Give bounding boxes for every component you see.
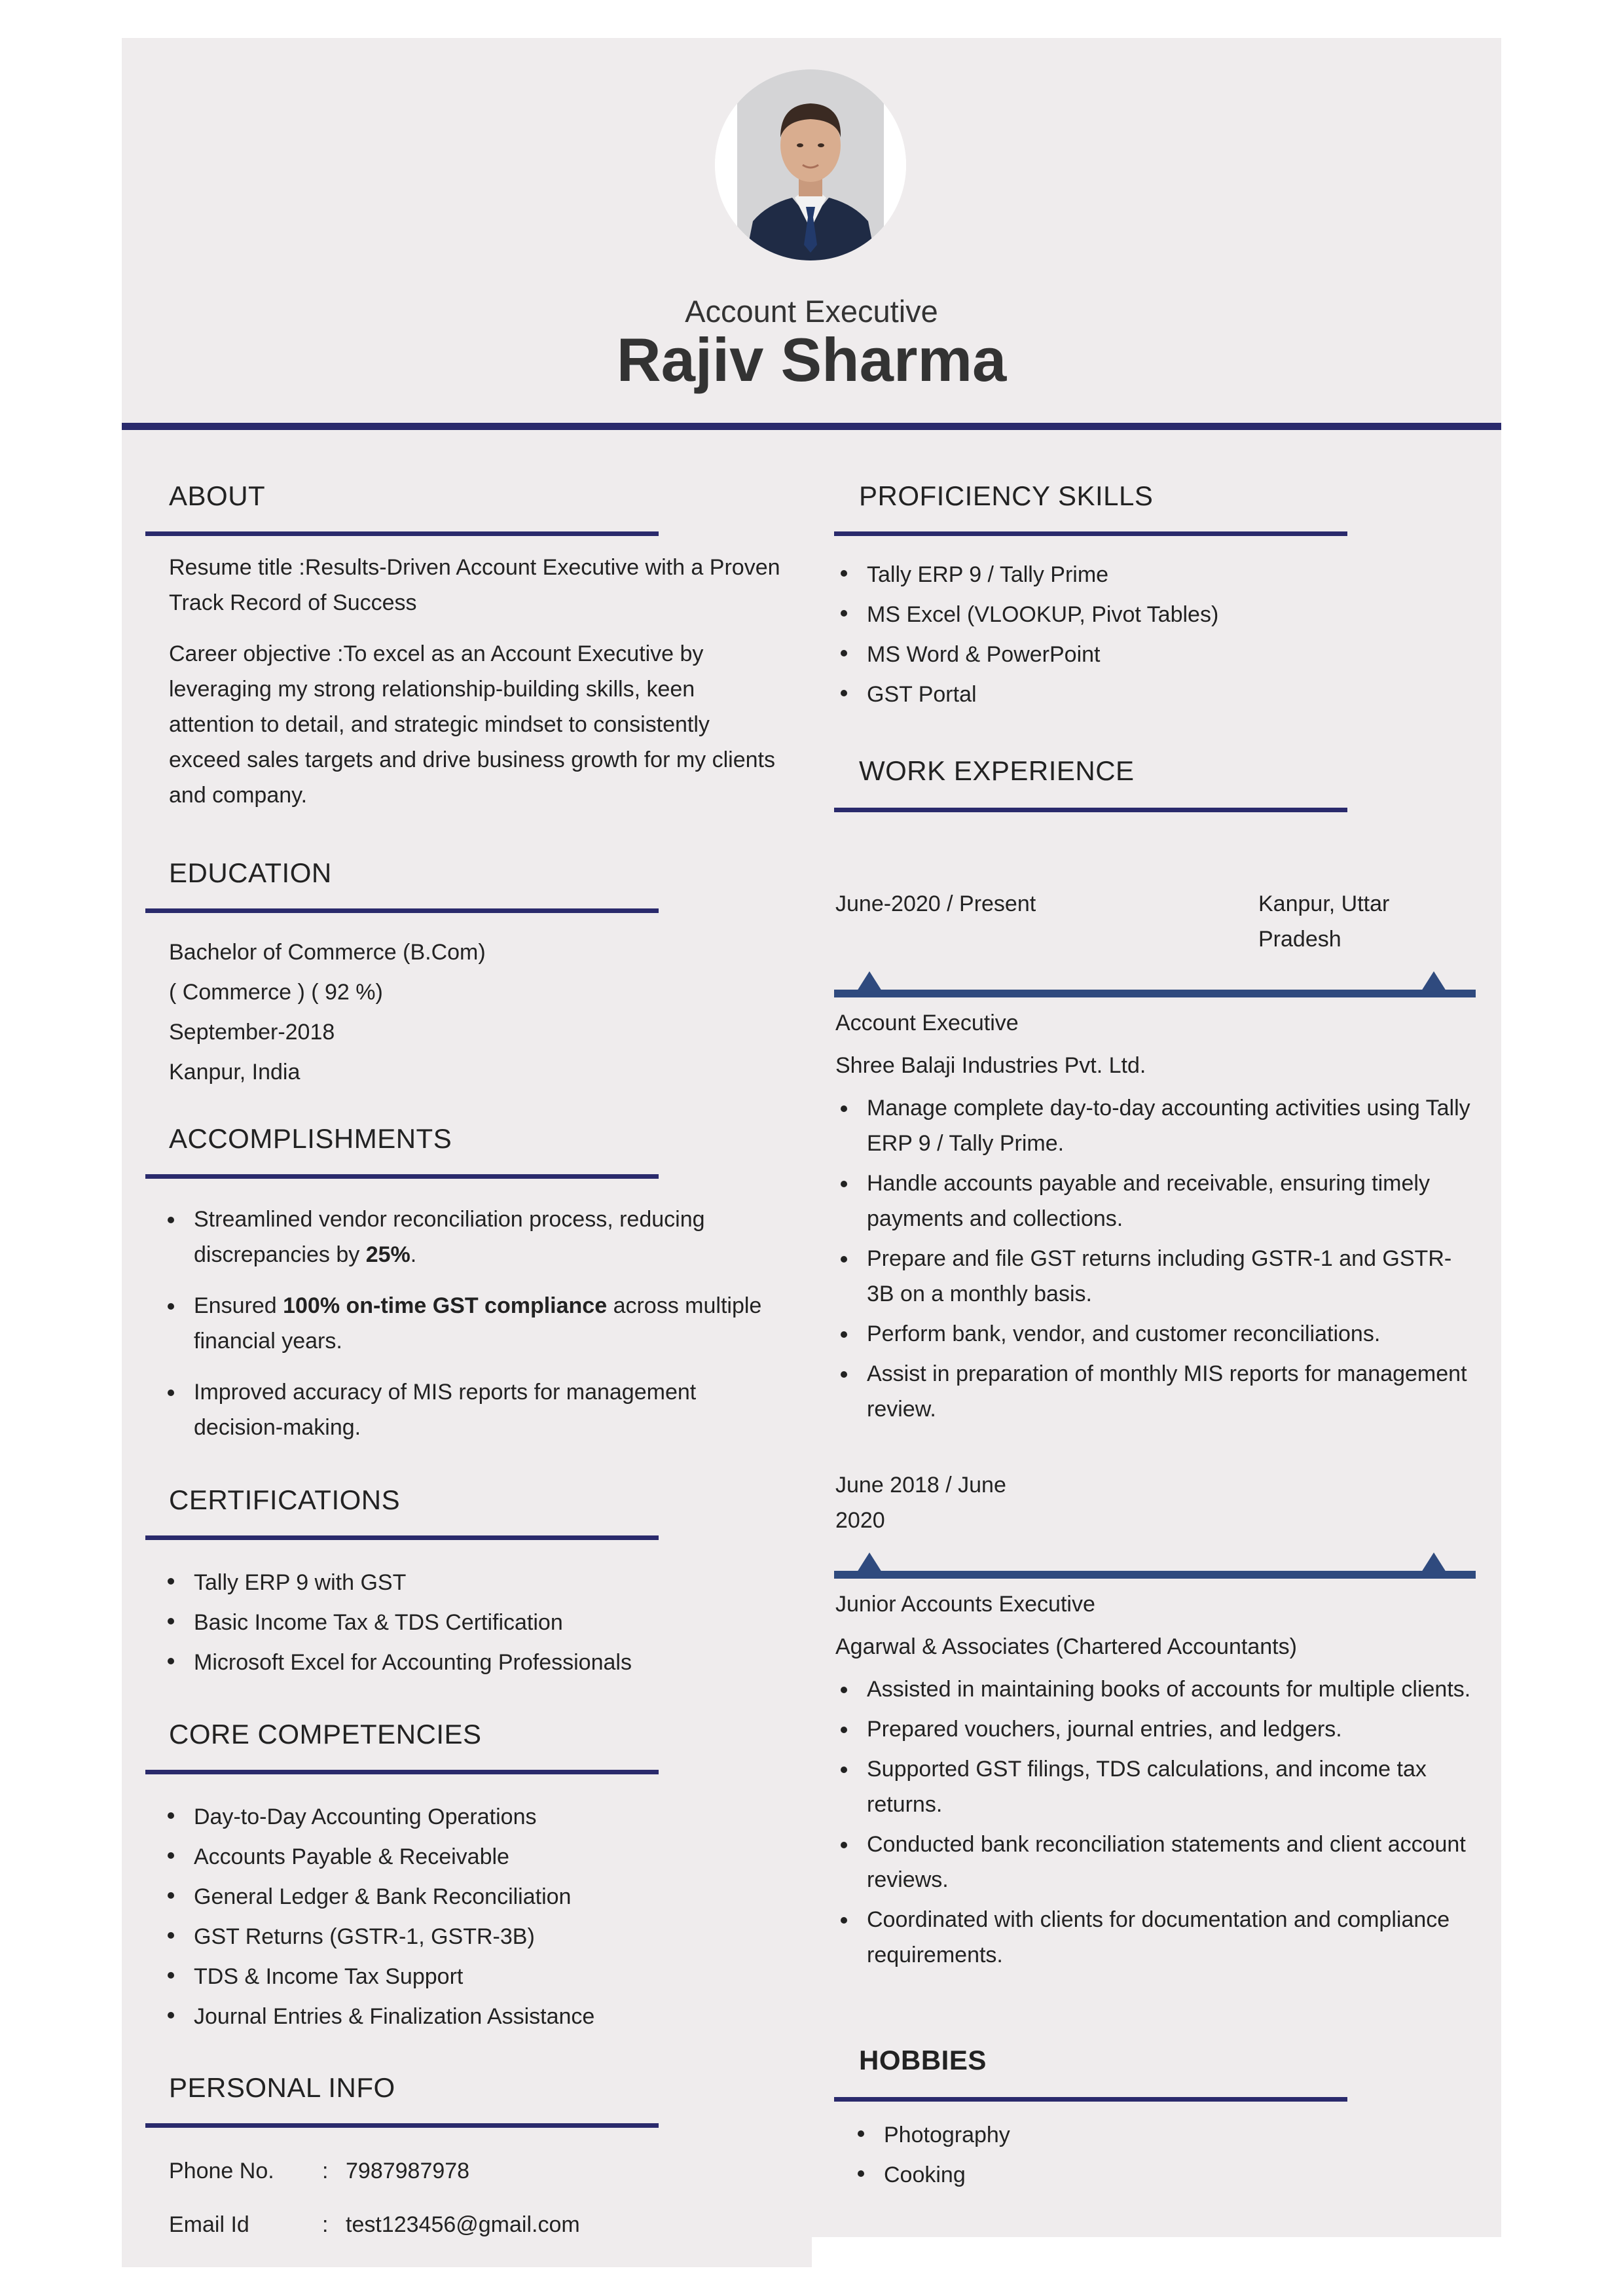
list-item: Journal Entries & Finalization Assistance: [161, 1997, 776, 2037]
list-item: Cooking: [851, 2155, 1309, 2195]
about-divider: [145, 531, 659, 536]
list-item: Microsoft Excel for Accounting Professionals: [161, 1643, 776, 1683]
work-experience-title: WORK EXPERIENCE: [859, 755, 1135, 786]
phone-separator: :: [322, 2159, 329, 2183]
profile-photo: [715, 69, 906, 260]
core-competencies-list: [161, 1797, 776, 2037]
certifications-divider: [145, 1535, 659, 1540]
timeline-start-marker: [857, 971, 882, 991]
job-company: Agarwal & Associates (Chartered Accountants): [835, 1634, 1297, 1659]
certifications-list: [161, 1563, 776, 1683]
phone-value[interactable]: 7987987978: [346, 2159, 470, 2183]
education-divider: [145, 908, 659, 913]
list-item: Tally ERP 9 / Tally Prime: [834, 555, 1476, 595]
timeline-end-marker: [1421, 1552, 1446, 1572]
hobbies-list: [851, 2115, 1309, 2195]
personal-info-divider: [145, 2123, 659, 2128]
certifications-title: CERTIFICATIONS: [169, 1484, 401, 1515]
list-item: Conducted bank reconciliation statements and client account reviews.: [834, 1827, 1476, 1897]
list-item: Photography: [851, 2115, 1309, 2155]
job-period: June 2018 / June 2020: [835, 1473, 1006, 1533]
candidate-name: Rajiv Sharma: [616, 325, 1007, 394]
list-item: Accounts Payable & Receivable: [161, 1837, 776, 1877]
proficiency-skills-list: [834, 555, 1476, 715]
education-date: September-2018: [169, 1020, 335, 1045]
list-item: Prepare and file GST returns including GSTR-1 and GSTR-3B on a monthly basis.: [834, 1241, 1476, 1312]
list-item: Tally ERP 9 with GST: [161, 1563, 776, 1603]
core-competencies-title: CORE COMPETENCIES: [169, 1719, 482, 1749]
list-item: MS Excel (VLOOKUP, Pivot Tables): [834, 595, 1476, 635]
resume-page-tail: [122, 2237, 812, 2267]
timeline-bar: [834, 1571, 1476, 1579]
list-item: Supported GST filings, TDS calculations, and income tax returns.: [834, 1751, 1476, 1822]
list-item: GST Returns (GSTR-1, GSTR-3B): [161, 1917, 776, 1957]
email-value[interactable]: test123456@gmail.com: [346, 2212, 580, 2237]
job-role: Account Executive: [835, 1011, 1019, 1035]
list-item: Coordinated with clients for documentation and compliance requirements.: [834, 1902, 1476, 1973]
education-title: EDUCATION: [169, 857, 332, 888]
accomplishments-divider: [145, 1174, 659, 1179]
list-item: Assist in preparation of monthly MIS reports for management review.: [834, 1356, 1476, 1427]
hobbies-title: HOBBIES: [859, 2045, 987, 2075]
list-item: Perform bank, vendor, and customer reconciliations.: [834, 1316, 1476, 1352]
timeline-start-marker: [857, 1552, 882, 1572]
job-role: Junior Accounts Executive: [835, 1592, 1095, 1617]
education-location: Kanpur, India: [169, 1060, 301, 1085]
job-timeline: [834, 1552, 1476, 1579]
proficiency-skills-title: PROFICIENCY SKILLS: [859, 480, 1154, 511]
core-competencies-divider: [145, 1770, 659, 1774]
timeline-bar: [834, 990, 1476, 997]
phone-label: Phone No.: [169, 2159, 274, 2183]
list-item: Day-to-Day Accounting Operations: [161, 1797, 776, 1837]
header-divider: [122, 423, 1501, 430]
about-title: ABOUT: [169, 480, 266, 511]
list-item: Improved accuracy of MIS reports for management decision-making.: [161, 1374, 763, 1445]
list-item: TDS & Income Tax Support: [161, 1957, 776, 1997]
accomplishments-title: ACCOMPLISHMENTS: [169, 1123, 452, 1154]
education-stream: ( Commerce ) ( 92 %): [169, 980, 383, 1005]
accomplishments-list: [161, 1202, 763, 1445]
job-duties-list: [834, 1672, 1476, 1973]
job-role-title: Account Executive: [685, 294, 938, 329]
email-label: Email Id: [169, 2212, 249, 2237]
job-company: Shree Balaji Industries Pvt. Ltd.: [835, 1053, 1146, 1078]
email-separator: :: [322, 2212, 329, 2237]
list-item: Streamlined vendor reconciliation process, reducing discrepancies by 25%.: [161, 1202, 763, 1272]
personal-info-title: PERSONAL INFO: [169, 2072, 395, 2103]
resume-title-text: Resume title :Results-Driven Account Executive with a Proven Track Record of Success: [169, 555, 780, 615]
list-item: Ensured 100% on-time GST compliance across multiple financial years.: [161, 1288, 763, 1359]
work-experience-divider: [834, 808, 1347, 812]
list-item: Handle accounts payable and receivable, ensuring timely payments and collections.: [834, 1166, 1476, 1236]
list-item: Manage complete day-to-day accounting activities using Tally ERP 9 / Tally Prime.: [834, 1090, 1476, 1161]
list-item: Basic Income Tax & TDS Certification: [161, 1603, 776, 1643]
timeline-end-marker: [1421, 971, 1446, 991]
job-location: Kanpur, Uttar Pradesh: [1258, 891, 1390, 952]
job-period: June-2020 / Present: [835, 891, 1036, 916]
proficiency-skills-divider: [834, 531, 1347, 536]
list-item: General Ledger & Bank Reconciliation: [161, 1877, 776, 1917]
education-degree: Bachelor of Commerce (B.Com): [169, 940, 486, 965]
job-duties-list: [834, 1090, 1476, 1427]
career-objective-text: Career objective :To excel as an Account Executive by leveraging my strong relationship-building skills, keen attention to detail, and strategic mindset to consistently exceed sales targets and drive business growth for my clients and company.: [169, 641, 776, 808]
list-item: MS Word & PowerPoint: [834, 635, 1476, 675]
list-item: Assisted in maintaining books of accounts for multiple clients.: [834, 1672, 1476, 1707]
job-timeline: [834, 971, 1476, 997]
hobbies-divider: [834, 2097, 1347, 2102]
list-item: Prepared vouchers, journal entries, and ledgers.: [834, 1712, 1476, 1747]
list-item: GST Portal: [834, 675, 1476, 715]
